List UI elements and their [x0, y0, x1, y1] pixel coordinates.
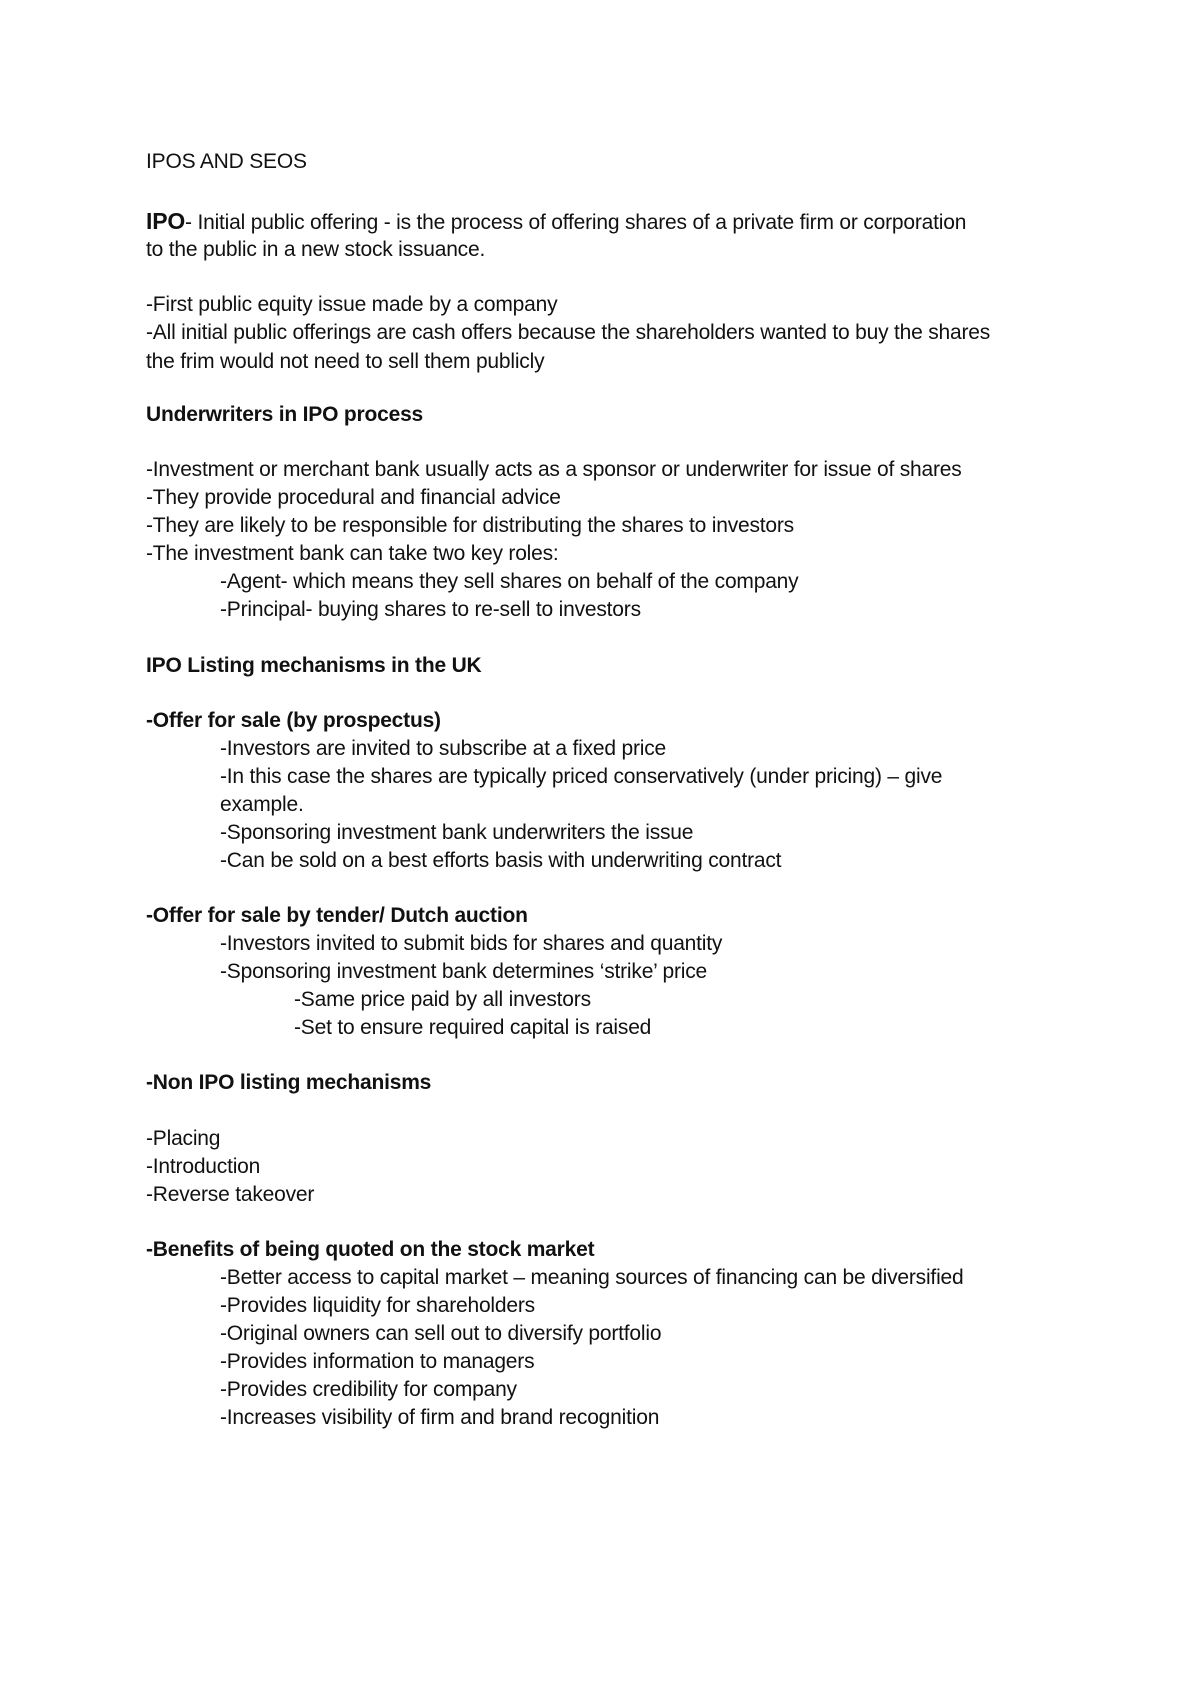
- intro-point: -First public equity issue made by a company: [146, 293, 558, 316]
- benefits-heading: -Benefits of being quoted on the stock market: [146, 1238, 595, 1261]
- ipo-definition-text: - Initial public offering - is the process of offering shares of a private firm or corporation: [185, 211, 967, 234]
- offer-prospectus-point: -In this case the shares are typically priced conservatively (under pricing) – give: [220, 765, 943, 788]
- ipo-definition-line-2: to the public in a new stock issuance.: [146, 238, 486, 261]
- benefit-point: -Provides information to managers: [220, 1350, 535, 1373]
- offer-tender-sub-point: -Same price paid by all investors: [294, 988, 591, 1011]
- underwriters-point: -Investment or merchant bank usually acts as a sponsor or underwriter for issue of shares: [146, 458, 962, 481]
- offer-prospectus-heading: -Offer for sale (by prospectus): [146, 709, 441, 732]
- offer-tender-heading: -Offer for sale by tender/ Dutch auction: [146, 904, 528, 927]
- underwriters-heading: Underwriters in IPO process: [146, 403, 424, 426]
- ipo-definition-line-1: [146, 206, 966, 238]
- underwriters-point: -They provide procedural and financial advice: [146, 486, 561, 509]
- non-ipo-point: -Placing: [146, 1127, 221, 1150]
- offer-prospectus-point: -Investors are invited to subscribe at a fixed price: [220, 737, 666, 760]
- intro-point: -All initial public offerings are cash offers because the shareholders wanted to buy the shares: [146, 321, 991, 344]
- ipo-term: IPO: [146, 208, 186, 234]
- document-title: IPOS AND SEOS: [146, 150, 307, 173]
- benefit-point: -Original owners can sell out to diversify portfolio: [220, 1322, 662, 1345]
- offer-tender-sub-point: -Set to ensure required capital is raised: [294, 1016, 652, 1039]
- benefit-point: -Increases visibility of firm and brand recognition: [220, 1406, 660, 1429]
- non-ipo-point: -Introduction: [146, 1155, 261, 1178]
- offer-prospectus-point: example.: [220, 793, 304, 816]
- bank-role: -Principal- buying shares to re-sell to investors: [220, 598, 641, 621]
- offer-prospectus-point: -Can be sold on a best efforts basis with underwriting contract: [220, 849, 782, 872]
- non-ipo-point: -Reverse takeover: [146, 1183, 315, 1206]
- underwriters-point: -The investment bank can take two key roles:: [146, 542, 559, 565]
- benefit-point: -Provides credibility for company: [220, 1378, 517, 1401]
- listing-heading: IPO Listing mechanisms in the UK: [146, 654, 482, 677]
- bank-role: -Agent- which means they sell shares on behalf of the company: [220, 570, 799, 593]
- non-ipo-heading: -Non IPO listing mechanisms: [146, 1071, 432, 1094]
- benefit-point: -Better access to capital market – meaning sources of financing can be diversified: [220, 1266, 964, 1289]
- benefit-point: -Provides liquidity for shareholders: [220, 1294, 535, 1317]
- offer-tender-point: -Investors invited to submit bids for shares and quantity: [220, 932, 723, 955]
- offer-prospectus-point: -Sponsoring investment bank underwriters the issue: [220, 821, 694, 844]
- offer-tender-point: -Sponsoring investment bank determines ‘strike’ price: [220, 960, 708, 983]
- intro-point: the frim would not need to sell them publicly: [146, 350, 545, 373]
- underwriters-point: -They are likely to be responsible for distributing the shares to investors: [146, 514, 794, 537]
